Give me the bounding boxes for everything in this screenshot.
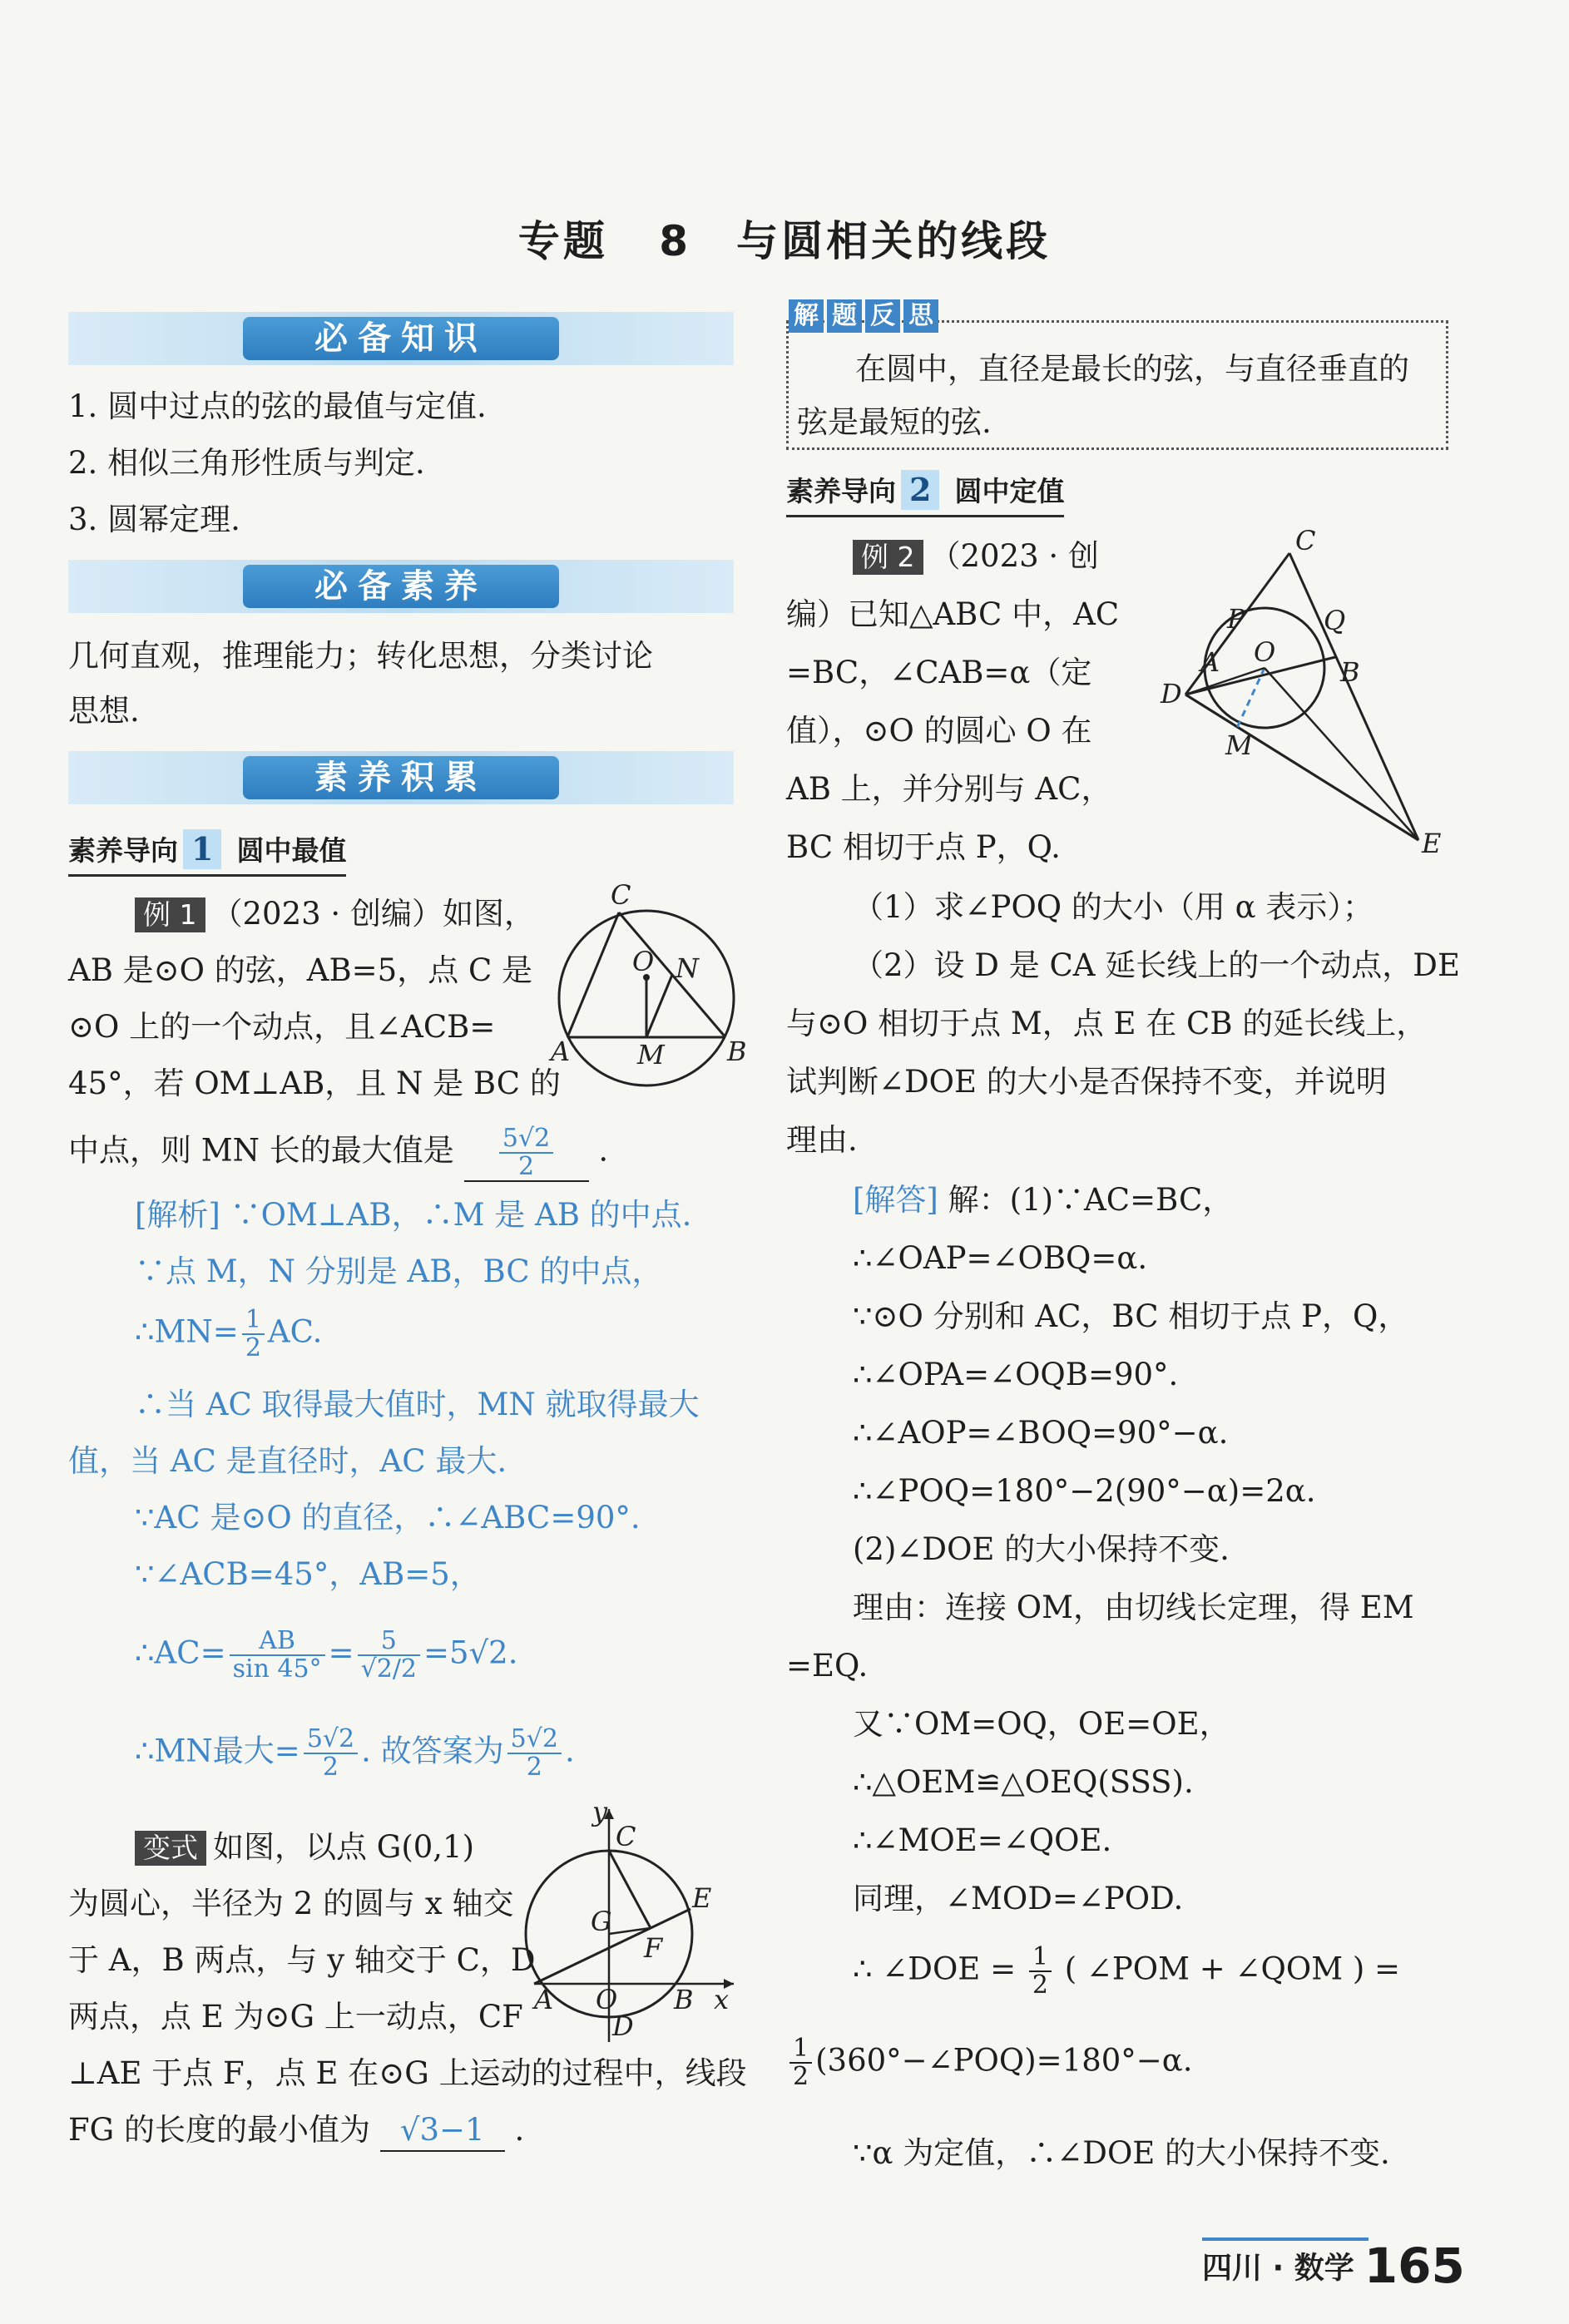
example-1-line-1: 例 1 （2023 · 创编）如图， — [68, 894, 535, 934]
example-1-tag: 例 1 — [135, 897, 205, 932]
footer — [1202, 2237, 1465, 2294]
figure-2-label-c: C — [1295, 525, 1316, 556]
footer-region: 四川 · 数学 — [1202, 2251, 1354, 2286]
example-2-q1: （1）求∠POQ 的大小（用 α 表示）； — [853, 889, 1373, 925]
example-2-line-3: =BC，∠CAB=α（定 — [786, 655, 1092, 690]
variant-label-e: E — [692, 1882, 712, 1914]
direction-2-heading — [786, 470, 1064, 517]
reflection-line-1: 在圆中，直径是最长的弦，与直径垂直的 — [855, 351, 1409, 387]
direction-2-topic: 圆中定值 — [954, 475, 1065, 507]
example-2-solution-1: [解答] 解：(1)∵AC=BC， — [853, 1182, 1234, 1218]
example-2-figure — [1144, 525, 1443, 859]
direction-1-heading — [68, 829, 346, 877]
example-2-line-4: 值），⊙O 的圆心 O 在 — [786, 713, 1092, 749]
figure-1-line-mn — [646, 975, 672, 1037]
direction-2-number: 2 — [901, 470, 939, 510]
figure-2-label-b: B — [1340, 656, 1360, 688]
example-1-answer-num: 5√2 — [499, 1125, 553, 1154]
example-2-solution-8: 理由：连接 OM，由切线长定理，得 EM — [853, 1590, 1414, 1625]
example-2-solution-2: ∴∠OAP=∠OBQ=α. — [853, 1240, 1148, 1276]
example-1-line-3: ⊙O 上的一个动点，且∠ACB= — [68, 1009, 496, 1045]
variant-figure — [534, 1796, 734, 2042]
variant-line-4: 两点，点 E 为⊙G 上一动点，CF — [68, 1999, 523, 2035]
variant-label-o: O — [596, 1984, 618, 2015]
figure-2-tangent — [1185, 695, 1418, 840]
direction-2-label: 素养导向 — [786, 475, 896, 507]
page-title: 专题 8 与圆相关的线段 — [517, 217, 1052, 265]
variant-label-d: D — [612, 2010, 634, 2042]
example-2-line-5: AB 上，并分别与 AC， — [786, 771, 1112, 807]
example-2-last-calc: $\frac{1}{2}$ (360°−∠POQ)=180°−α. — [786, 2035, 1193, 2090]
variant-label-f: F — [644, 1932, 663, 1964]
direction-1-topic: 圆中最值 — [236, 834, 347, 867]
band-literacy-label: 必备素养 — [243, 565, 559, 608]
example-1-line-2: AB 是⊙O 的弦，AB=5，点 C 是 — [68, 952, 533, 988]
example-2-q2: （2）设 D 是 CA 延长线上的一个动点，DE — [853, 947, 1460, 983]
band-knowledge — [68, 312, 734, 365]
variant-label-g: G — [591, 1906, 612, 1937]
example-2-line-1: 例 2 （2023 · 创 — [786, 536, 1099, 576]
example-1-answer-blank — [464, 1125, 589, 1182]
example-2-q2-line-2: 与⊙O 相切于点 M，点 E 在 CB 的延长线上， — [786, 1006, 1428, 1041]
figure-1-label-n: N — [676, 952, 699, 984]
variant-line-2: 为圆心，半径为 2 的圆与 x 轴交 — [68, 1886, 514, 1921]
figure-2-line-oe — [1265, 668, 1418, 840]
figure-2-label-a: A — [1200, 646, 1220, 678]
example-1-figure — [551, 879, 747, 1110]
example-2-solution-11: ∴△OEM≌△OEQ(SSS). — [853, 1764, 1194, 1800]
literacy-line-2: 思想. — [68, 693, 140, 729]
variant-label-c: C — [616, 1821, 636, 1852]
figure-2-line-ce — [1289, 553, 1418, 840]
figure-1-label-o: O — [632, 946, 655, 977]
band-knowledge-label: 必备知识 — [243, 317, 559, 360]
example-2-line-2: 编）已知△ABC 中，AC — [786, 596, 1120, 632]
knowledge-item-3: 3. 圆幂定理. — [68, 502, 240, 537]
example-2-solution-3: ∵⊙O 分别和 AC，BC 相切于点 P，Q， — [853, 1298, 1409, 1334]
example-2-solution-7: (2)∠DOE 的大小保持不变. — [853, 1531, 1230, 1567]
variant-label-a: A — [534, 1984, 554, 2015]
example-1-answer-line: 中点，则 MN 长的最大值是 $\frac{5√2}{2}$ . — [68, 1124, 609, 1181]
figure-2-line-od — [1185, 668, 1265, 695]
reflection-box — [786, 301, 1448, 450]
figure-2-label-e: E — [1422, 828, 1442, 859]
literacy-line-1: 几何直观，推理能力；转化思想，分类讨论 — [68, 638, 653, 674]
variant-answer-blank: √3−1 — [380, 2110, 505, 2152]
band-accumulate-label: 素养积累 — [243, 756, 559, 799]
figure-1-label-m: M — [637, 1039, 665, 1071]
knowledge-item-1: 1. 圆中过点的弦的最值与定值. — [68, 388, 487, 424]
variant-label-y: y — [592, 1796, 608, 1827]
example-1-line-4: 45°，若 OM⊥AB，且 N 是 BC 的 — [68, 1066, 561, 1101]
figure-2-label-m: M — [1225, 729, 1253, 761]
example-1-analysis-2: ∵点 M，N 分别是 AB，BC 的中点， — [135, 1253, 663, 1289]
reflection-line-2: 弦是最短的弦. — [797, 404, 992, 440]
example-1-analysis-6: ∵∠ACB=45°，AB=5， — [135, 1556, 481, 1592]
example-2-solution-10: 又∵OM=OQ，OE=OE， — [853, 1706, 1230, 1742]
example-1-analysis-5: ∵AC 是⊙O 的直径，∴∠ABC=90°. — [135, 1500, 641, 1535]
knowledge-item-2: 2. 相似三角形性质与判定. — [68, 445, 425, 481]
variant-line-cf — [609, 1851, 651, 1928]
example-1-analysis-1: [解析] ∵OM⊥AB，∴M 是 AB 的中点. — [135, 1197, 692, 1233]
example-2-solution-12: ∴∠MOE=∠QOE. — [853, 1822, 1112, 1858]
example-2-doe-line: ∴ ∠DOE = $\frac{1}{2}$ ( ∠POM + ∠QOM ) = — [853, 1942, 1401, 2000]
example-2-q2-line-4: 理由. — [786, 1122, 858, 1158]
example-1-analysis-final: ∴MN最大= $\frac{5√2}{2}$ . 故答案为 $\frac{5√2}{2}$ . — [135, 1724, 575, 1782]
example-2-answer-tag: [解答] — [853, 1182, 938, 1218]
figure-1-line-ac — [567, 912, 619, 1037]
example-2-solution-9: =EQ. — [786, 1648, 869, 1684]
example-1-analysis-4: 值，当 AC 是直径时，AC 最大. — [68, 1443, 507, 1479]
example-2-solution-6: ∴∠POQ=180°−2(90°−α)=2α. — [853, 1473, 1316, 1509]
figure-1-label-b: B — [727, 1036, 747, 1067]
example-2-solution-4: ∴∠OPA=∠OQB=90°. — [853, 1357, 1179, 1392]
page-number: 165 — [1364, 2237, 1465, 2294]
figure-2-label-p: P — [1227, 603, 1245, 635]
figure-1-label-c: C — [611, 879, 631, 911]
example-1-answer-den: 2 — [518, 1152, 535, 1181]
figure-2-label-q: Q — [1324, 605, 1346, 636]
example-1-analysis-mn: ∴MN= $\frac{1}{2}$ AC. — [135, 1305, 323, 1362]
band-accumulate — [68, 751, 734, 804]
figure-2-label-d: D — [1161, 678, 1182, 710]
example-1-analysis-ac: ∴AC= $\frac{AB}{\sin 45^\circ}$ = $\frac{5}{√2/2}$ =5√2. — [135, 1626, 518, 1684]
variant-label-b: B — [674, 1984, 694, 2015]
variant-line-ae — [534, 1909, 690, 1984]
variant-tag: 变式 — [135, 1831, 206, 1866]
variant-answer-line: FG 的长度的最小值为 √3−1 . — [68, 2110, 524, 2152]
variant-label-x: x — [714, 1984, 730, 2015]
example-2-solution-5: ∴∠AOP=∠BOQ=90°−α. — [853, 1415, 1229, 1451]
reflection-tag: 解 题 反 思 — [789, 299, 942, 333]
variant-line-5: ⊥AE 于点 F，点 E 在⊙G 上运动的过程中，线段 — [68, 2055, 747, 2091]
example-1-analysis-3: ∴当 AC 取得最大值时，MN 就取得最大 — [135, 1387, 700, 1422]
direction-1-number: 1 — [183, 829, 221, 869]
figure-2-label-o: O — [1254, 636, 1276, 668]
variant-line-3: 于 A，B 两点，与 y 轴交于 C，D — [68, 1942, 536, 1978]
example-2-q2-line-3: 试判断∠DOE 的大小是否保持不变，并说明 — [786, 1064, 1387, 1100]
example-2-solution-13: 同理，∠MOD=∠POD. — [853, 1881, 1184, 1916]
example-2-conclusion: ∵α 为定值，∴∠DOE 的大小保持不变. — [853, 2135, 1390, 2171]
example-1-analysis-tag: [解析] — [135, 1197, 220, 1233]
band-literacy — [68, 560, 734, 613]
figure-1-label-a: A — [551, 1036, 571, 1067]
example-2-line-6: BC 相切于点 P，Q. — [786, 829, 1061, 865]
direction-1-label: 素养导向 — [68, 834, 178, 867]
variant-line-1: 变式 如图，以点 G(0,1) — [68, 1827, 474, 1867]
example-2-tag: 例 2 — [853, 540, 923, 575]
